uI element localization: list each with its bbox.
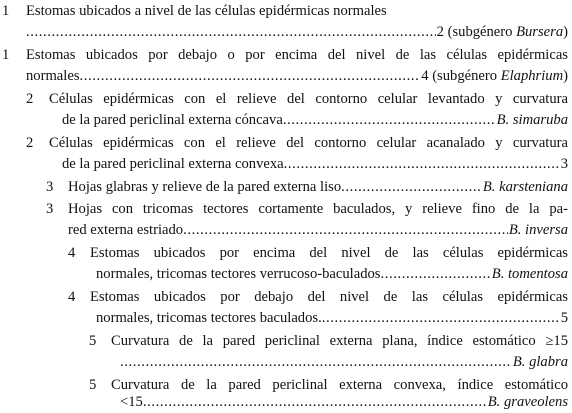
taxon-name: B. glabra [512, 354, 568, 370]
taxon-name: B. simaruba [496, 112, 568, 128]
couplet-text: Células epidérmicas con el relieve del contorno celular acanalado y curvatura [49, 135, 568, 151]
leader-dots [120, 352, 512, 373]
couplet-text: Estomas ubicados por debajo o por encima del nivel de las células epidérmicas [26, 47, 568, 63]
couplet-number: 1 [2, 3, 10, 19]
couplet-lead-line: <15 ..... B. graveolens [120, 392, 568, 413]
couplet-lead-line: de la pared periclinal externa convexa ..... 3 [62, 154, 568, 175]
leader-dots [143, 392, 487, 413]
couplet-number: 4 [68, 289, 76, 305]
leader-dots [80, 66, 421, 87]
taxon-name: B. tomentosa [491, 266, 568, 282]
couplet-lead-line [120, 352, 568, 373]
couplet-number: 5 [89, 377, 97, 393]
leader-dots [283, 110, 496, 131]
couplet-number: 5 [89, 333, 97, 349]
couplet-lead-line: normales ..... 4 (subgénero Elaphrium) [26, 66, 568, 87]
taxon-name: B. inversa [508, 222, 568, 238]
couplet-text: Estomas ubicados a nivel de las células epidérmicas normales [26, 3, 387, 19]
leader-dots [284, 154, 560, 175]
couplet-lead-line: normales, tricomas tectores verrucoso-baculados ..... B. tomentosa [96, 264, 568, 285]
couplet-text: Curvatura de la pared periclinal externa plana, índice estomático ≥15 [111, 333, 568, 349]
leader-dots [341, 177, 482, 198]
couplet-text: Hojas con tricomas tectores cortamente baculados, y relieve fino de la pa- [68, 201, 568, 217]
couplet-lead-line [26, 22, 568, 43]
couplet-number: 1 [2, 47, 10, 63]
couplet-result: 3 [560, 156, 568, 172]
couplet-result: 4 (subgénero Elaphrium) [421, 68, 568, 84]
couplet-text: Estomas ubicados por encima del nivel de las células epidérmicas [90, 245, 568, 261]
couplet-lead-line: red externa estriado ..... B. inversa [68, 220, 568, 241]
couplet-text: Estomas ubicados por debajo del nivel de las células epidérmicas [90, 289, 568, 305]
leader-dots [322, 308, 560, 329]
couplet-lead-line: de la pared periclinal externa cóncava ..... B. simaruba [62, 110, 568, 131]
taxon-name: B. graveolens [487, 394, 568, 410]
couplet-number: 4 [68, 245, 76, 261]
couplet-lead-line: Hojas glabras y relieve de la pared externa liso ..... B. karsteniana [68, 177, 568, 198]
couplet-text: Células epidérmicas con el relieve del contorno celular levantado y curvatura [49, 91, 568, 107]
couplet-text: Curvatura de la pared periclinal externa convexa, índice estomático [111, 377, 568, 393]
couplet-number: 3 [46, 201, 54, 217]
couplet-result: 2 (subgénero Bursera) [436, 24, 568, 40]
couplet-result: 5 [560, 310, 568, 326]
leader-dots [183, 220, 508, 241]
couplet-number: 2 [26, 91, 34, 107]
leader-dots [26, 22, 436, 43]
couplet-lead-line: normales, tricomas tectores baculados. ..... 5 [96, 308, 568, 329]
couplet-number: 2 [26, 135, 34, 151]
taxon-name: B. karsteniana [482, 179, 568, 195]
leader-dots [380, 264, 490, 285]
couplet-number: 3 [46, 179, 54, 195]
